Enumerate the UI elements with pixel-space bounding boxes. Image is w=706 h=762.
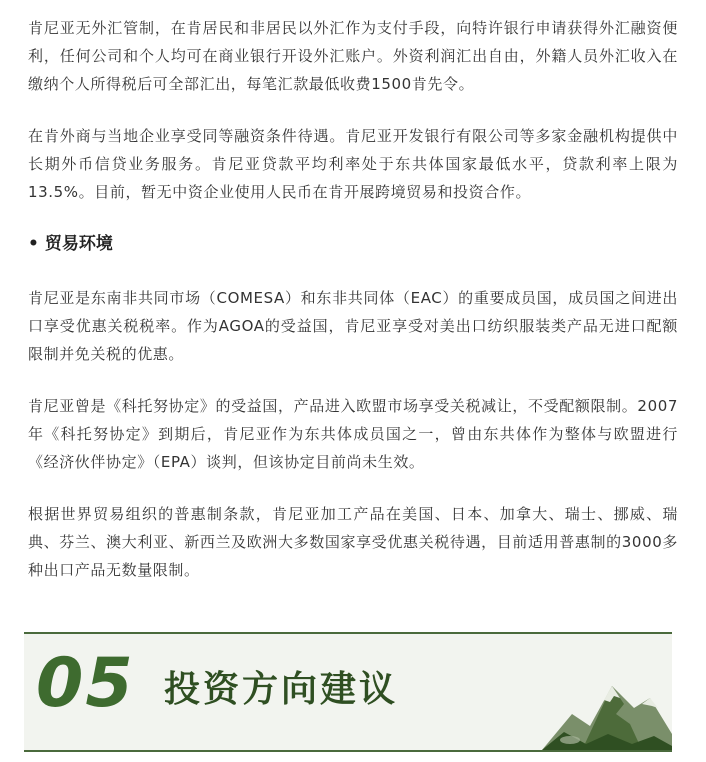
- section-title: 贸易环境: [44, 234, 113, 254]
- paragraph-forex-control: 肯尼亚无外汇管制，在肯居民和非居民以外汇作为支付手段，向特许银行申请获得外汇融资便利，任何公司和个人均可在商业银行开设外汇账户。外资利润汇出自由，外籍人员外汇收入在缴纳个人所得税后可全部汇出，每笔汇款最低收费1500肯先令。: [28, 19, 678, 93]
- section-heading: [28, 230, 678, 258]
- article-body: [28, 14, 678, 608]
- bullet-icon: •: [28, 234, 39, 254]
- paragraph-comesa-eac: 肯尼亚是东南非共同市场（COMESA）和东非共同体（EAC）的重要成员国，成员国之间进出口享受优惠关税税率。作为AGOA的受益国，肯尼亚享受对美出口纺织服装类产品无进口配额限制并免关税的优惠。: [28, 289, 678, 363]
- paragraph-cotonou: 肯尼亚曾是《科托努协定》的受益国，产品进入欧盟市场享受关税减让，不受配额限制。2007年《科托努协定》到期后，肯尼亚作为东共体成员国之一，曾由东共体作为整体与欧盟进行《经济伙伴协定》（EPA）谈判，但该协定目前尚未生效。: [28, 397, 678, 471]
- banner-title: 投资方向建议: [164, 669, 399, 710]
- section-banner: [24, 632, 672, 752]
- mountain-icon: [542, 674, 672, 750]
- paragraph-gsp: 根据世界贸易组织的普惠制条款，肯尼亚加工产品在美国、日本、加拿大、瑞士、挪威、瑞典、芬兰、澳大利亚、新西兰及欧洲大多数国家享受优惠关税待遇，目前适用普惠制的3000多种出口产品无数量限制。: [28, 505, 678, 579]
- banner-number: 05: [36, 644, 135, 723]
- paragraph-financing: 在肯外商与当地企业享受同等融资条件待遇。肯尼亚开发银行有限公司等多家金融机构提供中长期外币信贷业务服务。肯尼亚贷款平均利率处于东共体国家最低水平，贷款利率上限为13.5%。目前，暂无中资企业使用人民币在肯开展跨境贸易和投资合作。: [28, 127, 678, 201]
